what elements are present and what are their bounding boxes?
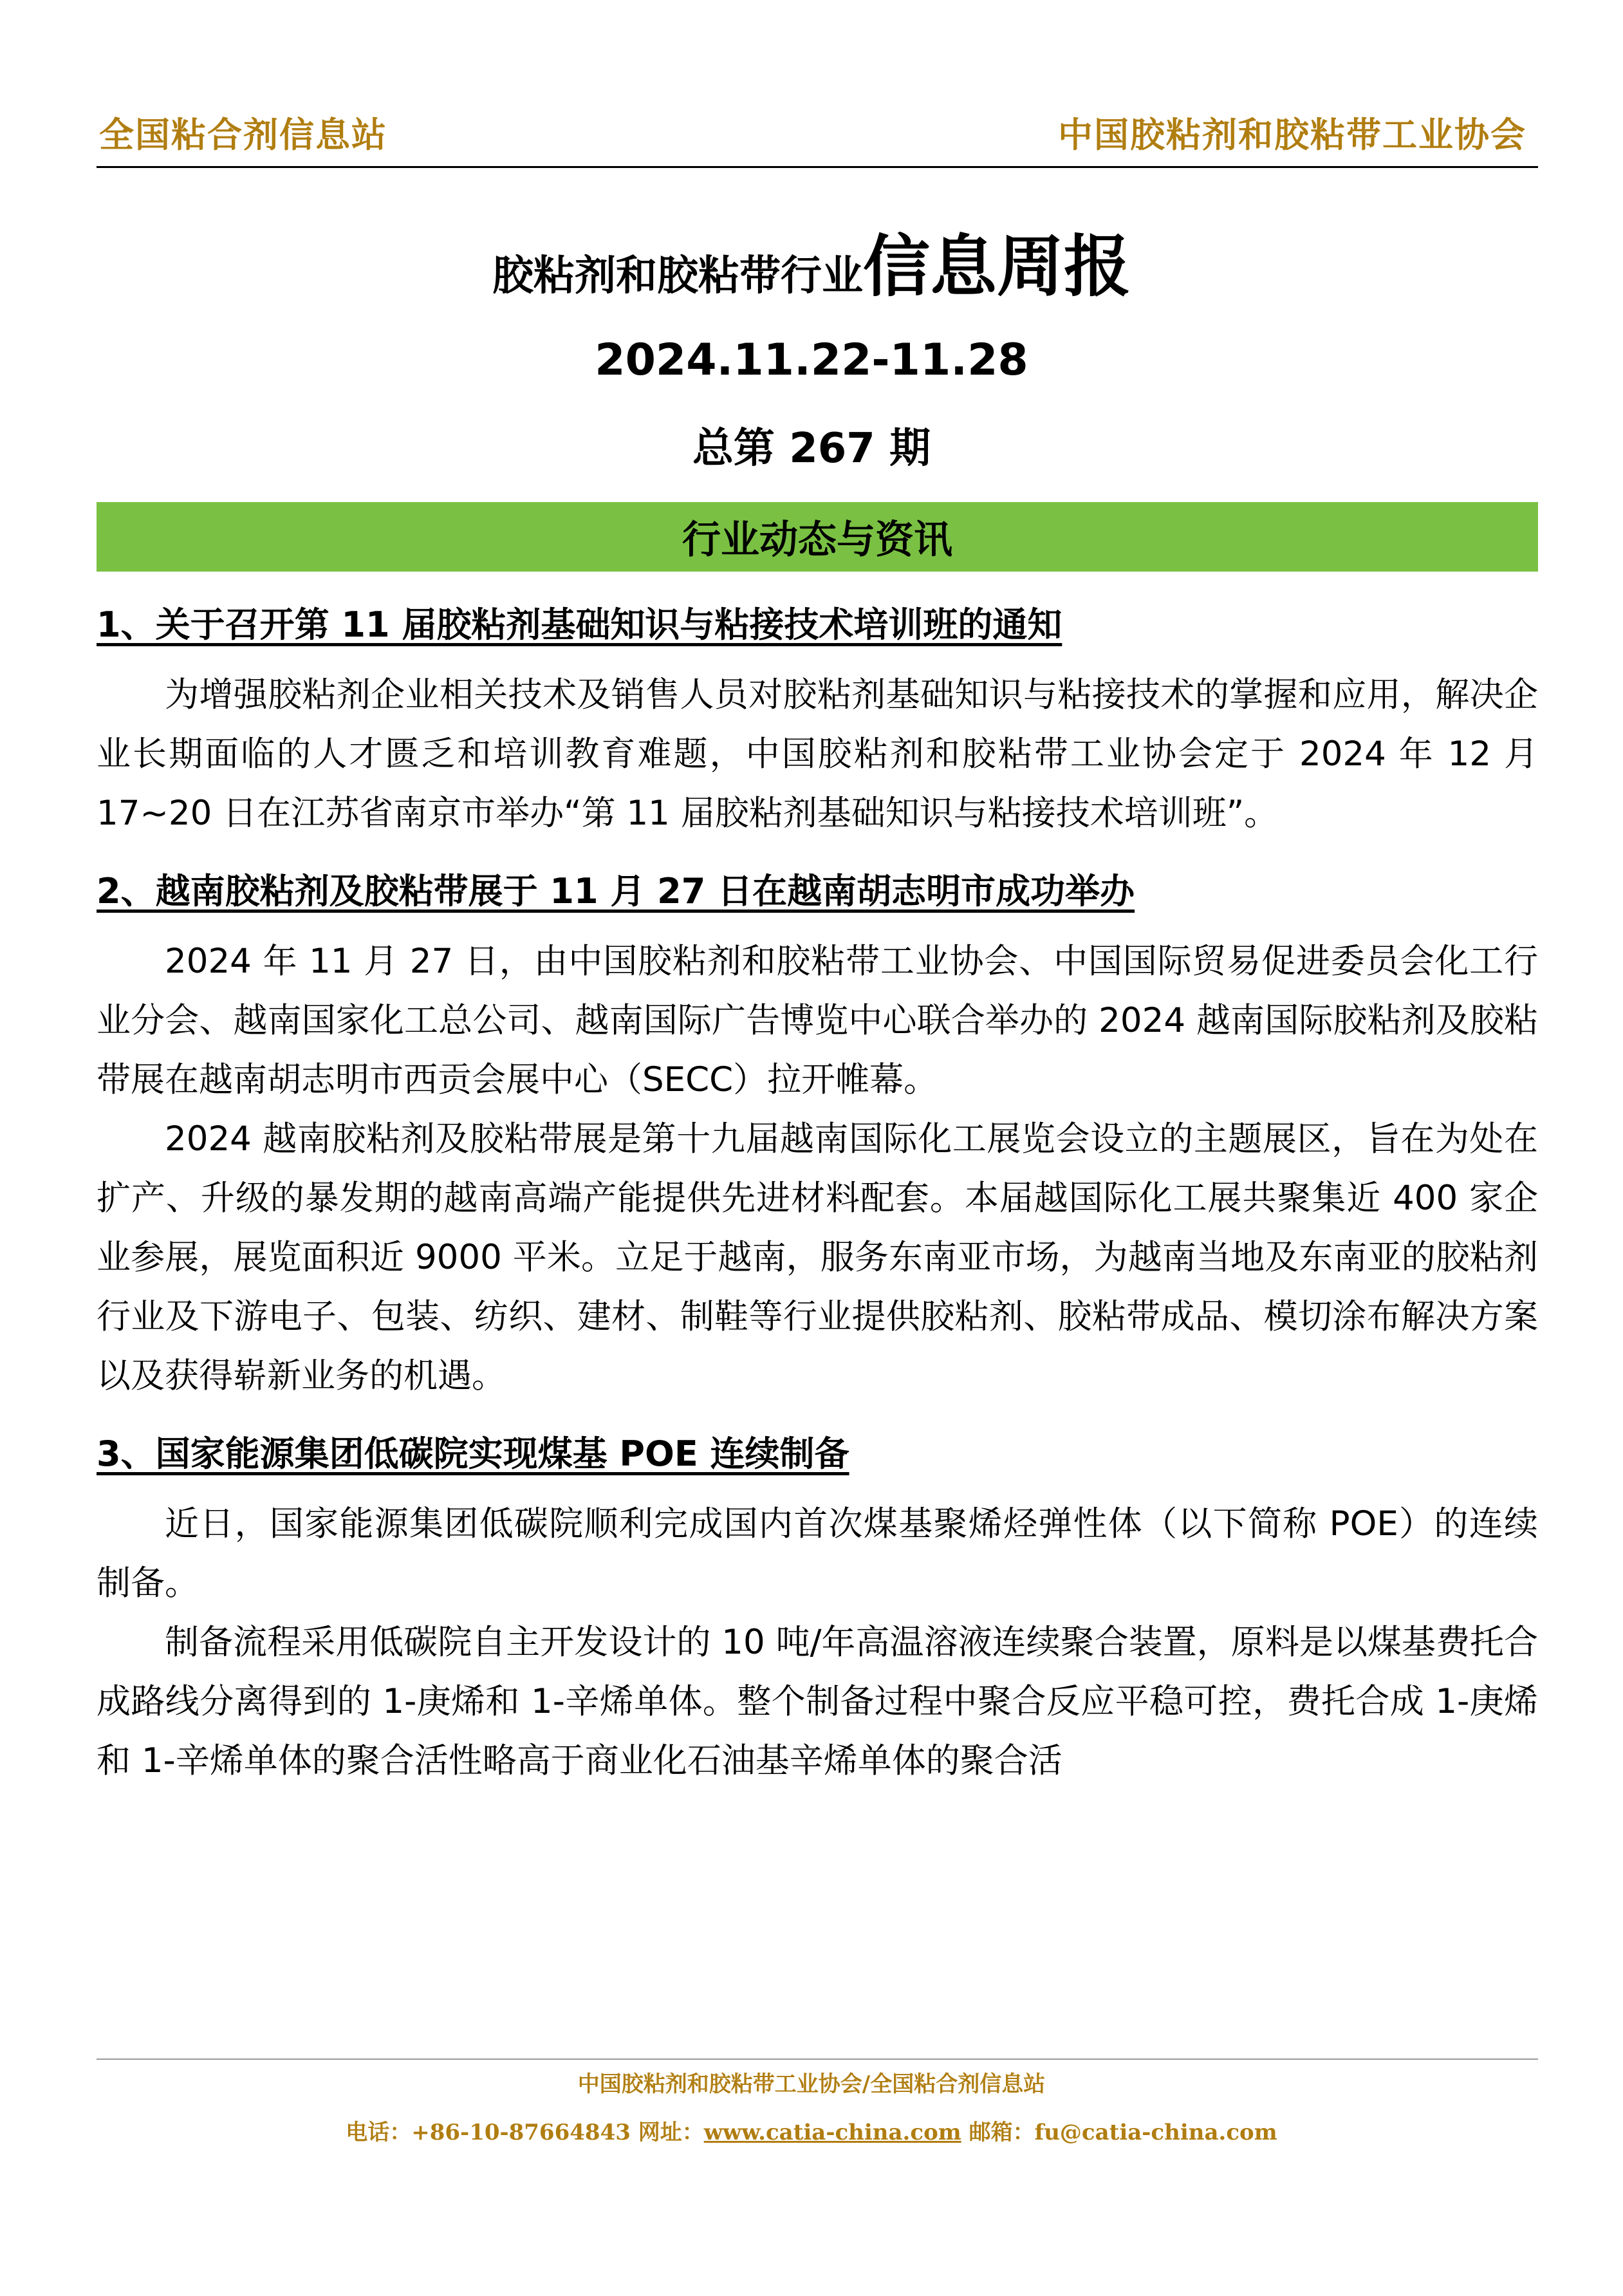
article-paragraph: 制备流程采用低碳院自主开发设计的 10 吨/年高温溶液连续聚合装置，原料是以煤基费托合成路线分离得到的 1-庚烯和 1-辛烯单体。整个制备过程中聚合反应平稳可控，费托合成 1-庚烯和 1-辛烯单体的聚合活性略高于商业化石油基辛烯单体的聚合活 <box>97 1623 1538 1780</box>
title-prefix: 胶粘剂和胶粘带行业 <box>492 252 863 300</box>
article-paragraph: 近日，国家能源集团低碳院顺利完成国内首次煤基聚烯烃弹性体（以下简称 POE）的连续制备。 <box>97 1504 1538 1603</box>
footer-org: 中国胶粘剂和胶粘带工业协会/全国粘合剂信息站 <box>577 2071 1046 2097</box>
email-label: 邮箱： <box>969 2120 1035 2145</box>
header-left-text: 全国粘合剂信息站 <box>99 114 387 155</box>
page-header <box>97 116 1538 168</box>
article <box>97 599 1538 843</box>
section-band <box>97 502 1538 572</box>
header-right-text: 中国胶粘剂和胶粘带工业协会 <box>1058 114 1526 155</box>
article <box>97 865 1538 1406</box>
date-range: 2024.11.22-11.28 <box>595 335 1028 386</box>
email-address[interactable]: fu@catia-china.com <box>1034 2120 1277 2145</box>
footer-contact <box>0 2114 1623 2146</box>
article-paragraph: 2024 越南胶粘剂及胶粘带展是第十九届越南国际化工展览会设立的主题展区，旨在为处在扩产、升级的暴发期的越南高端产能提供先进材料配套。本届越国际化工展共聚集近 400 家企业参展，展览面积近 9000 平米。立足于越南，服务东南亚市场，为越南当地及东南亚的胶粘剂行业及下游电子、包装、纺织、建材、制鞋等行业提供胶粘剂、胶粘带成品、模切涂布解决方案以及获得崭新业务的机遇。 <box>97 1119 1538 1395</box>
article-paragraph: 2024 年 11 月 27 日，由中国胶粘剂和胶粘带工业协会、中国国际贸易促进委员会化工行业分会、越南国家化工总公司、越南国际广告博览中心联合举办的 2024 越南国际胶粘剂及胶粘带展在越南胡志明市西贡会展中心（SECC）拉开帷幕。 <box>97 942 1538 1099</box>
title-main: 信息周报 <box>862 227 1131 306</box>
article-paragraph: 为增强胶粘剂企业相关技术及销售人员对胶粘剂基础知识与粘接技术的掌握和应用，解决企业长期面临的人才匮乏和培训教育难题，中国胶粘剂和胶粘带工业协会定于 2024 年 12 月 17~20 日在江苏省南京市举办“第 11 届胶粘剂基础知识与粘接技术培训班”。 <box>97 675 1538 833</box>
phone-number: +86-10-87664843 <box>411 2120 631 2145</box>
article <box>97 1428 1538 1791</box>
web-label: 网址： <box>638 2120 704 2145</box>
article-title: 2、越南胶粘剂及胶粘带展于 11 月 27 日在越南胡志明市成功举办 <box>97 871 1135 911</box>
article-title: 1、关于召开第 11 届胶粘剂基础知识与粘接技术培训班的通知 <box>97 604 1062 645</box>
footer-divider <box>97 2058 1538 2060</box>
section-band-label: 行业动态与资讯 <box>682 518 952 563</box>
phone-label: 电话： <box>346 2120 412 2145</box>
website-link[interactable]: www.catia-china.com <box>703 2120 961 2145</box>
article-title: 3、国家能源集团低碳院实现煤基 POE 连续制备 <box>97 1433 849 1474</box>
article-list <box>97 599 1538 1791</box>
issue-number: 总第 267 期 <box>692 425 931 472</box>
document-title <box>0 212 1623 309</box>
